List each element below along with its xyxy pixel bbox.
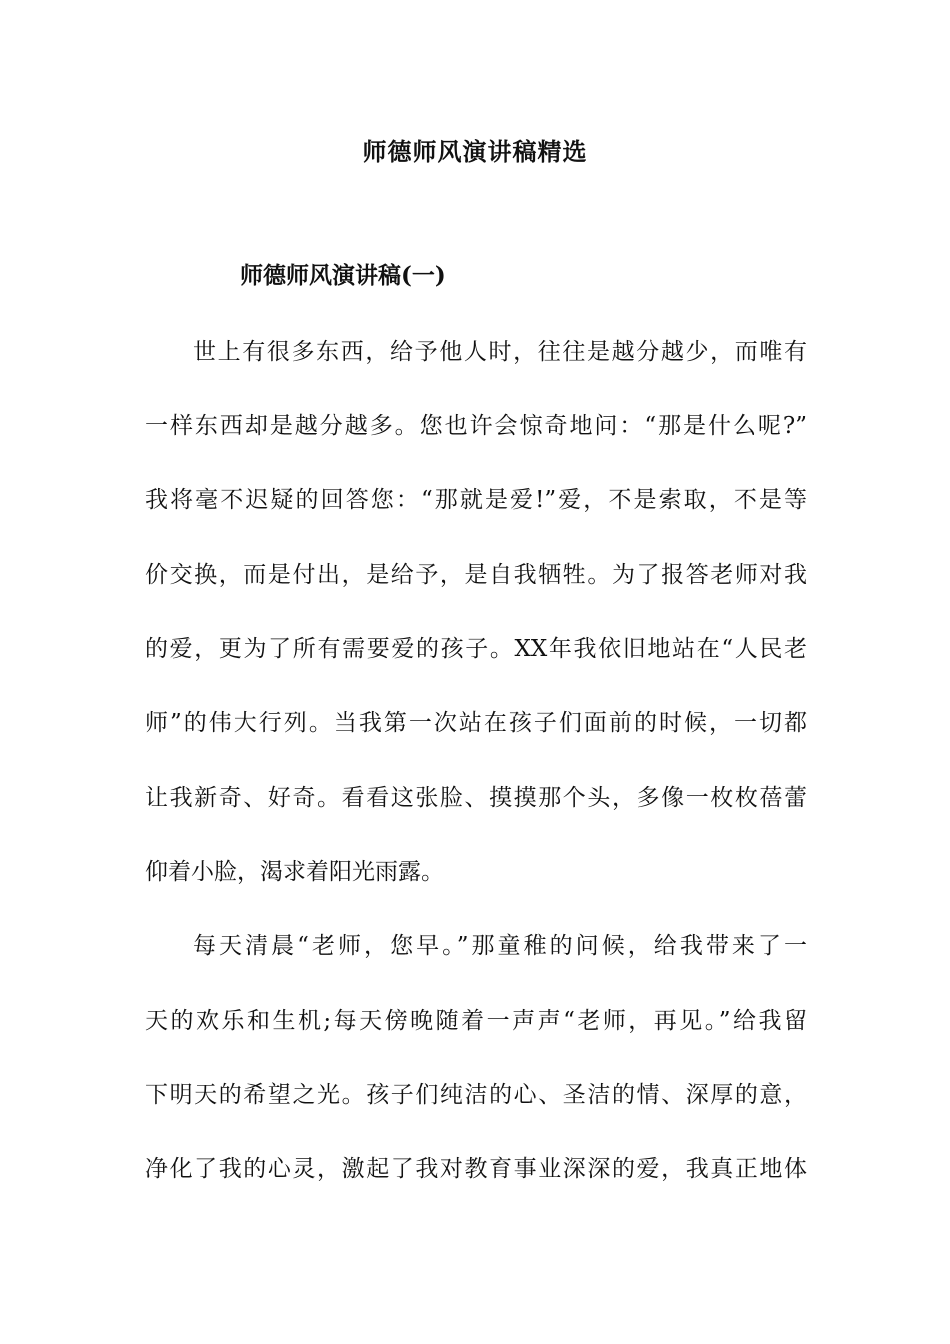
paragraph-1-line-8: 仰着小脸，渴求着阳光雨露。 [145,859,444,885]
paragraph-1-line-7: 让我新奇、好奇。看看这张脸、摸摸那个头，多像一枚枚蓓蕾 [145,785,807,811]
document-title: 师德师风演讲稿精选 [362,137,588,166]
paragraph-1-line-4: 价交换，而是付出，是给予，是自我牺牲。为了报答老师对我 [145,562,807,588]
paragraph-1-line-3: 我将毫不迟疑的回答您：“那就是爱!”爱，不是索取，不是等 [145,487,807,513]
paragraph-2-line-3: 下明天的希望之光。孩子们纯洁的心、圣洁的情、深厚的意， [145,1082,807,1108]
paragraph-2-line-1: 每天清晨“老师，您早。”那童稚的问候，给我带来了一 [193,933,807,959]
paragraph-2-line-2: 天的欢乐和生机;每天傍晚随着一声声“老师，再见。”给我留 [145,1008,807,1034]
paragraph-1-line-5: 的爱，更为了所有需要爱的孩子。XX年我依旧地站在“人民老 [145,636,807,662]
paragraph-1-line-2: 一样东西却是越分越多。您也许会惊奇地问：“那是什么呢?” [145,413,807,439]
paragraph-1-line-1: 世上有很多东西，给予他人时，往往是越分越少，而唯有 [193,339,807,365]
section-heading: 师德师风演讲稿(一) [240,262,446,289]
paragraph-2-line-4: 净化了我的心灵，激起了我对教育事业深深的爱，我真正地体 [145,1156,807,1182]
paragraph-1-line-6: 师”的伟大行列。当我第一次站在孩子们面前的时候，一切都 [145,710,807,736]
